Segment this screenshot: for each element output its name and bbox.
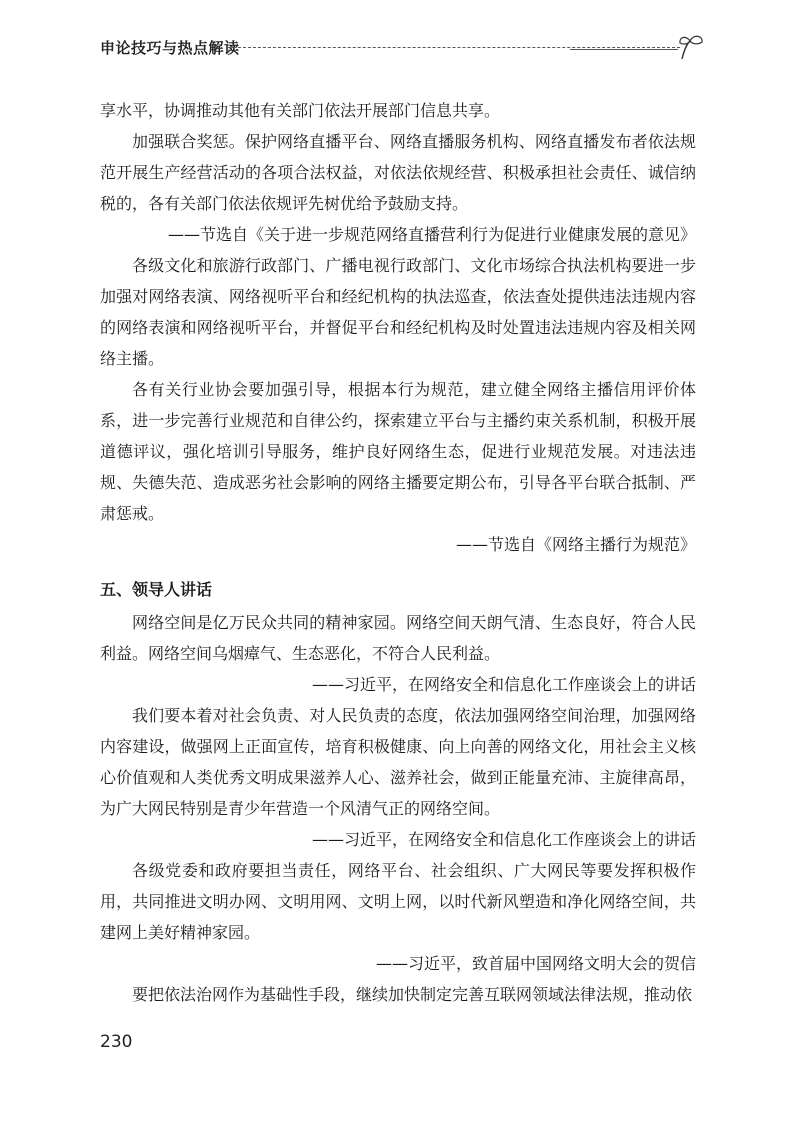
source-citation: ——习近平，在网络安全和信息化工作座谈会上的讲话 <box>311 830 696 849</box>
page-number: 230 <box>100 1032 133 1052</box>
header-dashed-rule <box>228 47 680 48</box>
paragraph: 我们要本着对社会负责、对人民负责的态度，依法加强网络空间治理，加强网络内容建设，做强网上正面宣传，培育积极健康、向上向善的网络文化，用社会主义核心价值观和人类优秀文明成果滋养人心、滋养社会，做到正能量充沛、主旋律高昂，为广大网民特别是青少年营造一个风清气正的网络空间。 <box>100 706 696 818</box>
source-citation: ——节选自《关于进一步规范网络直播营利行为促进行业健康发展的意见》 <box>167 225 696 244</box>
section-heading: 五、领导人讲话 <box>100 580 213 599</box>
sprout-icon <box>676 33 706 61</box>
source-citation: ——习近平，在网络安全和信息化工作座谈会上的讲话 <box>311 675 696 694</box>
header-solid-rule <box>570 49 678 50</box>
header-title: 申论技巧与热点解读 <box>100 39 240 57</box>
paragraph: 享水平，协调推动其他有关部门依法开展部门信息共享。 <box>100 101 501 120</box>
running-header <box>100 33 710 63</box>
paragraph: 各级文化和旅游行政部门、广播电视行政部门、文化市场综合执法机构要进一步加强对网络表演、网络视听平台和经纪机构的执法巡查，依法查处提供违法违规内容的网络表演和网络视听平台，并督促平台和经纪机构及时处置违法违规内容及相关网络主播。 <box>100 256 696 368</box>
page-body <box>100 95 696 1010</box>
paragraph: 加强联合奖惩。保护网络直播平台、网络直播服务机构、网络直播发布者依法规范开展生产经营活动的各项合法权益，对依法依规经营、积极承担社会责任、诚信纳税的，各有关部门依法依规评先树优给予鼓励支持。 <box>100 132 696 213</box>
source-citation: ——节选自《网络主播行为规范》 <box>455 535 696 554</box>
source-citation: ——习近平，致首届中国网络文明大会的贺信 <box>375 954 696 973</box>
paragraph: 网络空间是亿万民众共同的精神家园。网络空间天朗气清、生态良好，符合人民利益。网络空间乌烟瘴气、生态恶化，不符合人民利益。 <box>100 613 696 663</box>
paragraph: 各级党委和政府要担当责任，网络平台、社会组织、广大网民等要发挥积极作用，共同推进文明办网、文明用网、文明上网，以时代新风塑造和净化网络空间，共建网上美好精神家园。 <box>100 861 696 942</box>
paragraph: 各有关行业协会要加强引导，根据本行为规范，建立健全网络主播信用评价体系，进一步完善行业规范和自律公约，探索建立平台与主播约束关系机制，积极开展道德评议，强化培训引导服务，维护良好网络生态，促进行业规范发展。对违法违规、失德失范、造成恶劣社会影响的网络主播要定期公布，引导各平台联合抵制、严肃惩戒。 <box>100 380 696 523</box>
paragraph: 要把依法治网作为基础性手段，继续加快制定完善互联网领域法律法规，推动依 <box>132 985 693 1004</box>
